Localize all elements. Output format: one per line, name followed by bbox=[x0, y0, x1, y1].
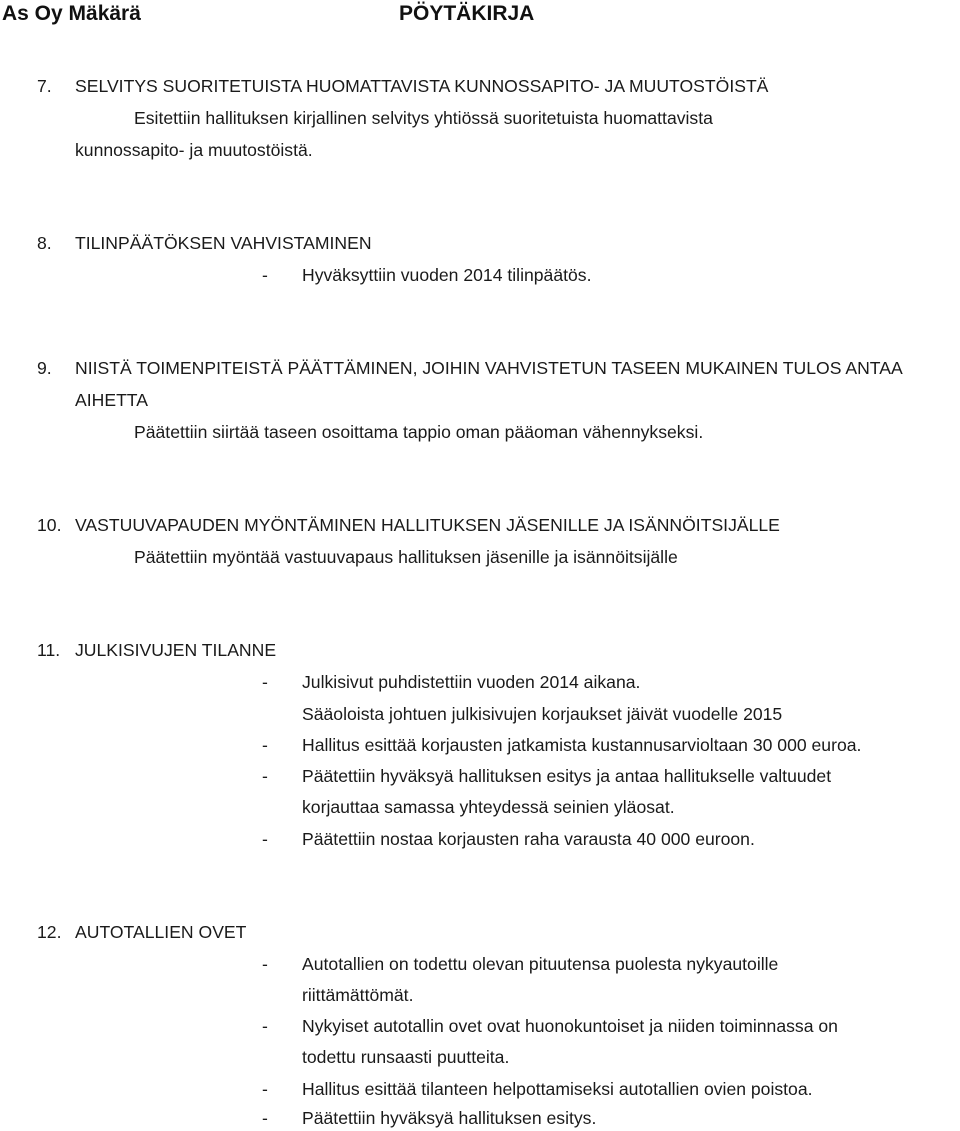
section-text: Esitettiin hallituksen kirjallinen selvitys yhtiössä suoritetuista huomattavista bbox=[134, 108, 713, 128]
bullet-text: korjauttaa samassa yhteydessä seinien yläosat. bbox=[302, 797, 675, 817]
section-title: VASTUUVAPAUDEN MYÖNTÄMINEN HALLITUKSEN JÄSENILLE JA ISÄNNÖITSIJÄLLE bbox=[75, 515, 780, 535]
section-number: 12. bbox=[37, 922, 62, 942]
section-number: 11. bbox=[37, 640, 61, 660]
bullet-text: Hyväksyttiin vuoden 2014 tilinpäätös. bbox=[302, 265, 592, 285]
section-title: AUTOTALLIEN OVET bbox=[75, 922, 247, 942]
bullet-dash: - bbox=[262, 1079, 268, 1099]
bullet-text: Hallitus esittää tilanteen helpottamiseksi autotallien ovien poistoa. bbox=[302, 1079, 813, 1099]
bullet-text: riittämättömät. bbox=[302, 985, 414, 1005]
bullet-text: Autotallien on todettu olevan pituutensa puolesta nykyautoille bbox=[302, 954, 779, 974]
bullet-dash: - bbox=[262, 672, 268, 692]
bullet-text: Päätettiin nostaa korjausten raha varausta 40 000 euroon. bbox=[302, 829, 755, 849]
section-text: Päätettiin myöntää vastuuvapaus hallituksen jäsenille ja isännöitsijälle bbox=[134, 547, 678, 567]
section-text: kunnossapito- ja muutostöistä. bbox=[75, 140, 313, 160]
section-title: JULKISIVUJEN TILANNE bbox=[75, 640, 277, 660]
bullet-dash: - bbox=[262, 1108, 268, 1128]
bullet-text: Päätettiin hyväksyä hallituksen esitys. bbox=[302, 1108, 597, 1128]
bullet-text: Hallitus esittää korjausten jatkamista kustannusarvioltaan 30 000 euroa. bbox=[302, 735, 862, 755]
bullet-text: Nykyiset autotallin ovet ovat huonokuntoiset ja niiden toiminnassa on bbox=[302, 1016, 838, 1036]
section-text: Päätettiin siirtää taseen osoittama tappio oman pääoman vähennykseksi. bbox=[134, 422, 704, 442]
bullet-dash: - bbox=[262, 766, 268, 786]
bullet-text: todettu runsaasti puutteita. bbox=[302, 1047, 510, 1067]
bullet-text: Päätettiin hyväksyä hallituksen esitys ja antaa hallitukselle valtuudet bbox=[302, 766, 832, 786]
section-number: 8. bbox=[37, 233, 52, 253]
section-title-continued: AIHETTA bbox=[75, 390, 148, 410]
section-title: SELVITYS SUORITETUISTA HUOMATTAVISTA KUNNOSSAPITO- JA MUUTOSTÖISTÄ bbox=[75, 76, 769, 96]
bullet-text: Sääoloista johtuen julkisivujen korjaukset jäivät vuodelle 2015 bbox=[302, 704, 783, 724]
bullet-dash: - bbox=[262, 829, 268, 849]
bullet-dash: - bbox=[262, 1016, 268, 1036]
organization-name: As Oy Mäkärä bbox=[2, 2, 141, 25]
bullet-dash: - bbox=[262, 735, 268, 755]
bullet-dash: - bbox=[262, 954, 268, 974]
section-title: TILINPÄÄTÖKSEN VAHVISTAMINEN bbox=[75, 233, 372, 253]
section-title: NIISTÄ TOIMENPITEISTÄ PÄÄTTÄMINEN, JOIHIN VAHVISTETUN TASEEN MUKAINEN TULOS ANTAA bbox=[75, 358, 903, 378]
section-number: 10. bbox=[37, 515, 62, 535]
bullet-dash: - bbox=[262, 265, 268, 285]
document-type: PÖYTÄKIRJA bbox=[399, 2, 535, 25]
section-number: 9. bbox=[37, 358, 52, 378]
bullet-text: Julkisivut puhdistettiin vuoden 2014 aikana. bbox=[302, 672, 641, 692]
section-number: 7. bbox=[37, 76, 52, 96]
